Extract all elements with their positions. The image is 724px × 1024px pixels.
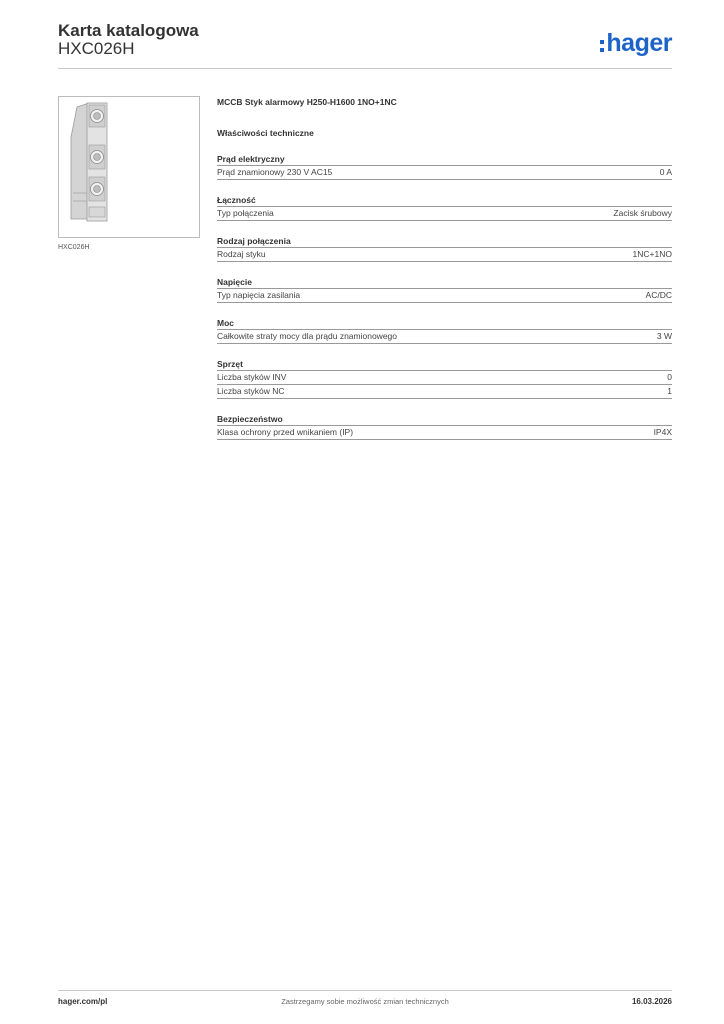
- footer-date: 16.03.2026: [631, 997, 672, 1006]
- spec-row: [217, 330, 672, 344]
- spec-group-title: Prąd elektryczny: [217, 153, 672, 166]
- spec-label: Typ napięcia zasilania: [217, 290, 301, 300]
- spec-group-title: Rodzaj połączenia: [217, 235, 672, 248]
- spec-group-equipment: [217, 358, 672, 399]
- spec-value: 1: [667, 386, 672, 396]
- spec-group-title: Łączność: [217, 194, 672, 207]
- spec-row: [217, 248, 672, 262]
- spec-value: 3 W: [656, 331, 672, 341]
- product-name: MCCB Styk alarmowy H250-H1600 1NO+1NC: [217, 97, 397, 107]
- spec-value: Zacisk śrubowy: [613, 208, 672, 218]
- hager-logo[interactable]: [600, 28, 672, 58]
- spec-label: Liczba styków NC: [217, 386, 285, 396]
- spec-row: [217, 385, 672, 399]
- spec-group-power: [217, 317, 672, 344]
- spec-label: Prąd znamionowy 230 V AC15: [217, 167, 333, 177]
- logo-dots-icon: [600, 40, 604, 52]
- page-header: [58, 20, 672, 70]
- section-title: Właściwości techniczne: [217, 128, 314, 138]
- document-title: Karta katalogowa: [58, 21, 199, 40]
- document-subtitle: HXC026H: [58, 39, 135, 58]
- spec-group-current: [217, 153, 672, 180]
- spec-group-title: Moc: [217, 317, 672, 330]
- spec-value: IP4X: [653, 427, 672, 437]
- spec-group-safety: [217, 413, 672, 440]
- spec-label: Typ połączenia: [217, 208, 274, 218]
- spec-group-title: Bezpieczeństwo: [217, 413, 672, 426]
- product-details: [217, 96, 672, 440]
- header-divider: [58, 68, 672, 69]
- spec-row: [217, 371, 672, 385]
- spec-group-title: Napięcie: [217, 276, 672, 289]
- spec-group-voltage: [217, 276, 672, 303]
- spec-label: Całkowite straty mocy dla prądu znamionowego: [217, 331, 398, 341]
- spec-label: Klasa ochrony przed wnikaniem (IP): [217, 427, 354, 437]
- spec-row: [217, 426, 672, 440]
- spec-label: Rodzaj styku: [217, 249, 266, 259]
- spec-value: 1NC+1NO: [632, 249, 672, 259]
- spec-label: Liczba styków INV: [217, 372, 287, 382]
- footer-divider: [58, 990, 672, 991]
- spec-value: AC/DC: [645, 290, 672, 300]
- logo-text: hager: [606, 28, 672, 57]
- product-image: [58, 96, 200, 238]
- spec-row: [217, 166, 672, 180]
- image-caption: HXC026H: [58, 244, 90, 251]
- spec-group-connectivity: [217, 194, 672, 221]
- spec-value: 0 A: [659, 167, 672, 177]
- footer-disclaimer: Zastrzegamy sobie możliwość zmian technicznych: [281, 997, 449, 1006]
- spec-group-title: Sprzęt: [217, 358, 672, 371]
- auxiliary-contact-illustration: [59, 97, 199, 237]
- footer-website-link[interactable]: hager.com/pl: [58, 997, 108, 1006]
- spec-group-connection-type: [217, 235, 672, 262]
- spec-row: [217, 289, 672, 303]
- spec-value: 0: [667, 372, 672, 382]
- spec-row: [217, 207, 672, 221]
- page-footer: [58, 997, 672, 1011]
